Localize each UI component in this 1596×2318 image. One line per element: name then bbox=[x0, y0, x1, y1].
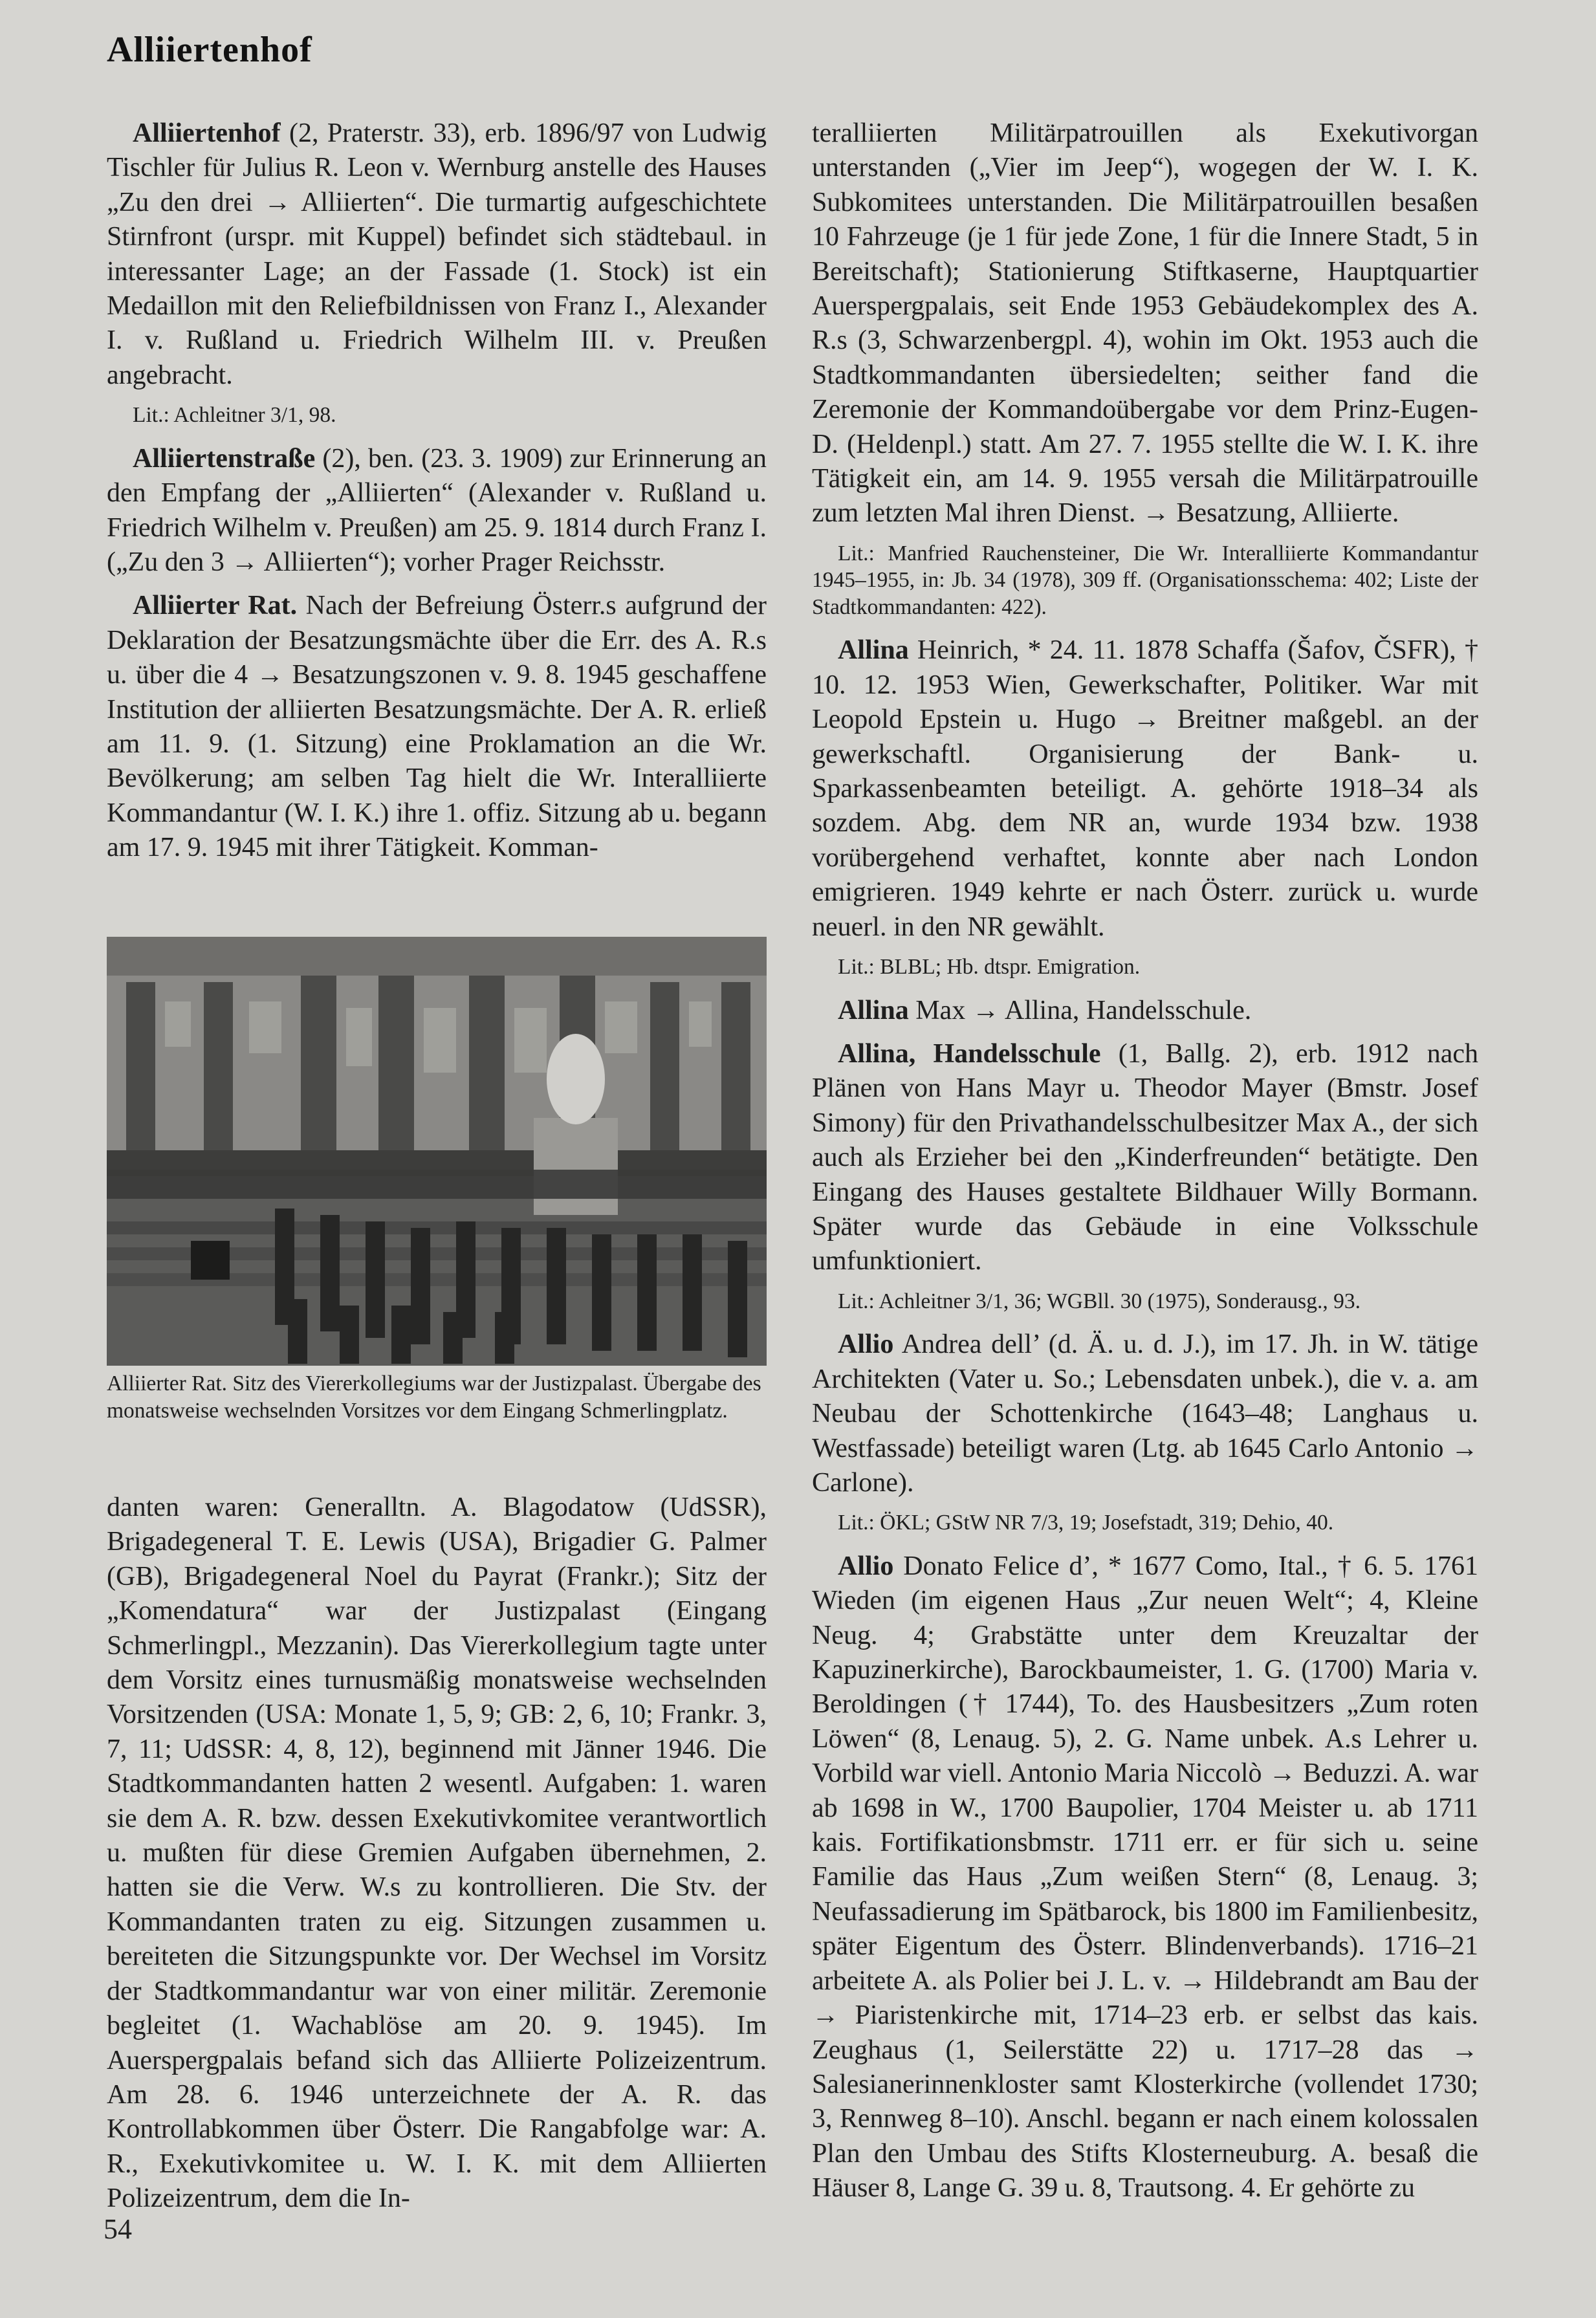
entry-text: (1, Ballg. 2), erb. 1912 nach Plänen von Hans Mayr u. Theodor Mayer (Bmstr. Josef Simony) für den Privathandelsschulbesitzer Max A., der sich auch als Erzieher bei den „Kinderfreunden“ betätigte. Den Eingang des Hauses gestaltete Bildhauer Willy Bormann. Später wurde das Gebäude in eine Volksschule umfunktioniert. bbox=[812, 1038, 1478, 1276]
lemma: Allina bbox=[838, 995, 909, 1025]
entry-alliiertenstrasse bbox=[107, 442, 767, 580]
right-column bbox=[812, 116, 1478, 2215]
entry-allina-heinrich bbox=[812, 633, 1478, 945]
entry-continuation: teralliierten Militärpatrouillen als Exekutivorgan unterstanden („Vier im Jeep“), wogegen der W. I. K. Subkomitees unterstanden. Die Militärpatrouillen besaßen 10 Fahrzeuge (je 1 für jede Zone, 1 für die Innere Stadt, 5 in Bereitschaft); Stationierung Stiftkaserne, Hauptquartier Auerspergpalais, seit Ende 1953 Gebäudekomplex des A. R.s (3, Schwarzenbergpl. 4), wohin im Okt. 1953 auch die Stadtkommandanten übersiedelten; seither fand die Zeremonie der Kommandoübergabe vor dem Prinz-Eugen-D. (Heldenpl.) statt. Am 27. 7. 1955 stellte die W. I. K. ihre Tätigkeit ein, am 14. 9. 1955 versah die Militärpatrouille zum letzten Mal ihren Dienst. → Besatzung, Alliierte. bbox=[812, 118, 1478, 529]
lemma: Allina bbox=[838, 635, 909, 666]
literature: Lit.: ÖKL; GStW NR 7/3, 19; Josefstadt, 319; Dehio, 40. bbox=[838, 1511, 1334, 1535]
photo-caption: Alliierter Rat. Sitz des Viererkollegiums war der Justizpalast. Übergabe des monatsweise wechselnden Vorsitzes vor dem Eingang Schmerlingplatz. bbox=[107, 1372, 761, 1423]
literature: Lit.: BLBL; Hb. dtspr. Emigration. bbox=[838, 955, 1141, 979]
page-header: Alliiertenhof bbox=[107, 30, 312, 70]
literature: Lit.: Achleitner 3/1, 36; WGBll. 30 (1975), Sonderausg., 93. bbox=[838, 1289, 1361, 1313]
entry-allio-andrea bbox=[812, 1328, 1478, 1500]
lemma: Allina, Handelsschule bbox=[838, 1038, 1101, 1069]
entry-text: Max → Allina, Handelsschule. bbox=[908, 995, 1252, 1025]
lemma: Allio bbox=[838, 1329, 894, 1360]
entry-continuation: danten waren: Generalltn. A. Blagodatow (UdSSR), Brigadegeneral T. E. Lewis (USA), Brigadier G. Palmer (GB), Brigadegeneral Noel du Payrat (Frankr.); Sitz der „Komendatura“ war der Justizpalast (Eingang Schmerlingpl., Mezzanin). Das Viererkollegium tagte unter dem Vorsitz eines turnusmäßig monatsweise wechselnden Vorsitzenden (USA: Monate 1, 5, 9; GB: 2, 6, 10; Frankr. 3, 7, 11; UdSSR: 4, 8, 12), beginnend mit Jänner 1946. Die Stadtkommandanten hatten 2 wesentl. Aufgaben: 1. waren sie dem A. R. bzw. dessen Exekutivkomitee verantwortlich u. mußten für diese Gremien Aufgaben übernehmen, 2. hatten sie die Verw. W.s zu kontrollieren. Die Stv. der Kommandanten traten zu eig. Sitzungen zusammen u. bereiteten die Sitzungspunkte vor. Der Wechsel im Vorsitz der Stadtkommandantur war von einer militär. Zeremonie begleitet (1. Wachablöse am 20. 9. 1945). Im Auerspergpalais befand sich das Alliierte Polizeizentrum. Am 28. 6. 1946 unterzeichnete der A. R. das Kontrollabkommen über Österr. Die Rangabfolge war: A. R., Exekutivkomitee u. W. I. K. mit dem Alliierten Polizeizentrum, dem die In- bbox=[107, 1492, 767, 2214]
left-column-continued bbox=[107, 1491, 767, 2225]
entry-alliiertenhof bbox=[107, 116, 767, 393]
literature: Lit.: Achleitner 3/1, 98. bbox=[133, 403, 336, 428]
entry-allina-handelsschule bbox=[812, 1037, 1478, 1279]
lemma: Alliiertenhof bbox=[133, 118, 281, 148]
entry-allina-max bbox=[812, 994, 1478, 1028]
lemma: Allio bbox=[838, 1551, 894, 1581]
page-number: 54 bbox=[104, 2213, 132, 2245]
entry-text: Andrea dell’ (d. Ä. u. d. J.), im 17. Jh. in W. tätige Architekten (Vater u. So.; Lebensdaten unbek.), die v. a. am Neubau der Schottenkirche (1643–48; Langhaus u. Westfassade) beteiligt waren (Ltg. ab 1645 Carlo Antonio → Carlone). bbox=[812, 1329, 1478, 1498]
entry-text: Donato Felice d’, * 1677 Como, Ital., † 6. 5. 1761 Wieden (im eigenen Haus „Zur neuen Welt“; 4, Kleine Neug. 4; Grabstätte unter dem Kreuzaltar der Kapuzinerkirche), Barockbaumeister, 1. G. (1700) Maria v. Beroldingen († 1744), To. des Hausbesitzers „Zum roten Löwen“ (8, Lenaug. 5), 2. G. Name unbek. A.s Lehrer u. Vorbild war viell. Antonio Maria Niccolò → Beduzzi. A. war ab 1698 in W., 1700 Baupolier, 1704 Meister u. ab 1711 kais. Fortifikationsbmstr. 1711 err. er für sich u. seine Familie das Haus „Zum weißen Stern“ (8, Lenaug. 3; Neufassadierung im Spätbarock, bis 1800 im Familienbesitz, später Eigentum des Österr. Blindenverbands). 1716–21 arbeitete A. als Polier bei J. L. v. → Hildebrandt am Bau der → Piaristenkirche mit, 1714–23 erb. er selbst das kais. Zeughaus (1, Seilerstätte 22) u. 1717–28 das → Salesianerinnenkloster samt Klosterkirche (vollendet 1730; 3, Rennweg 8–10). Anschl. begann er nach einem kolossalen Plan den Umbau des Stifts Klosterneuburg. A. besaß die Häuser 8, Lange G. 39 u. 8, Trautsong. 4. Er gehörte zu bbox=[812, 1551, 1478, 2203]
entry-text: Nach der Befreiung Österr.s aufgrund der Deklaration der Besatzungsmächte über die Err. des A. R.s u. über die 4 → Besatzungszonen v. 9. 8. 1945 geschaffene Institution der alliierten Besatzungsmächte. Der A. R. erließ am 11. 9. (1. Sitzung) eine Proklamation an die Wr. Bevölkerung; am selben Tag hielt die Wr. Interalliierte Kommandantur (W. I. K.) ihre 1. offiz. Sitzung ab u. begann am 17. 9. 1945 mit ihrer Tätigkeit. Komman- bbox=[107, 591, 767, 863]
literature: Lit.: Manfried Rauchensteiner, Die Wr. Interalliierte Kommandantur 1945–1955, in: Jb. 34 (1978), 309 ff. (Organisationsschema: 402; Liste der Stadtkommandanten: 422). bbox=[812, 541, 1478, 619]
entry-alliierter-rat bbox=[107, 589, 767, 865]
lemma: Alliiertenstraße bbox=[133, 443, 316, 474]
photo-justizpalast-parade bbox=[107, 937, 767, 1366]
entry-allio-donato bbox=[812, 1549, 1478, 2206]
entry-text: (2), ben. (23. 3. 1909) zur Erinnerung an den Empfang der „Alliierten“ (Alexander v. Rußland u. Friedrich Wilhelm v. Preußen) am 25. 9. 1814 durch Franz I. („Zu den 3 → Alliierten“); vorher Prager Reichsstr. bbox=[107, 443, 767, 577]
entry-text: Heinrich, * 24. 11. 1878 Schaffa (Šafov, ČSFR), † 10. 12. 1953 Wien, Gewerkschafter, Politiker. War mit Leopold Epstein u. Hugo → Breitner maßgebl. an der gewerkschaftl. Organisierung der Bank- u. Sparkassenbeamten beteiligt. A. gehörte 1918–34 als sozdem. Abg. dem NR an, wurde 1934 bzw. 1938 vorübergehend verhaftet, konnte aber nach London emigrieren. 1949 kehrte er nach Österr. zurück u. wurde neuerl. in den NR gewählt. bbox=[812, 635, 1478, 942]
entry-text: (2, Praterstr. 33), erb. 1896/97 von Ludwig Tischler für Julius R. Leon v. Wernburg anstelle des Hauses „Zu den drei → Alliierten“. Die turmartig aufgeschichtete Stirnfront (urspr. mit Kuppel) befindet sich städtebaul. in interessanter Lage; an der Fassade (1. Stock) ist ein Medaillon mit den Reliefbildnissen von Franz I., Alexander I. v. Rußland u. Friedrich Wilhelm III. v. Preußen angebracht. bbox=[107, 118, 767, 390]
lemma: Alliierter Rat. bbox=[133, 591, 298, 621]
left-column bbox=[107, 116, 767, 875]
